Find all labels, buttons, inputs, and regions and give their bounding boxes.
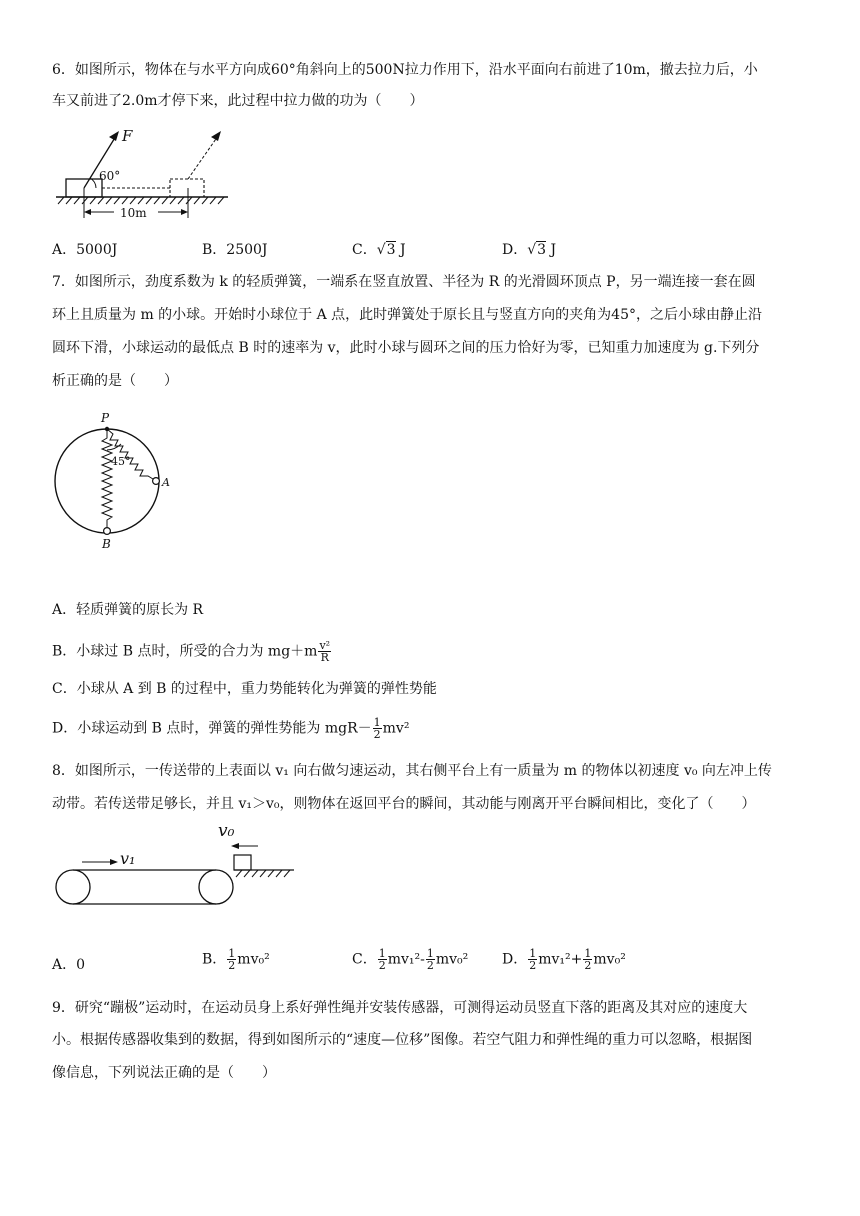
q8-option-c[interactable]: C． $\frac{1}{2}$ mv₁²- $\frac{1}{2}$ mv₀²	[352, 947, 469, 972]
q6-option-c[interactable]: C．√3 J	[352, 242, 406, 258]
q9-stem-line3: 像信息，下列说法正确的是（ ）	[52, 1065, 276, 1081]
q6-angle-label: 60°	[99, 169, 121, 183]
fraction: $\frac{1}{2}$	[584, 947, 592, 972]
q7-stem-line3: 圆环下滑，小球运动的最低点 B 时的速率为 v，此时小球与圆环之间的压力恰好为零，已知重力加速度为 g.下列分	[52, 340, 760, 356]
q6-block-moved	[170, 179, 204, 197]
q8-left-roller	[56, 870, 90, 904]
q9-stem-line2: 小。根据传感器收集到的数据，得到如图所示的“速度—位移”图像。若空气阻力和弹性绳的重力可以忽略，根据图	[52, 1032, 753, 1048]
q8-option-a[interactable]: A．0	[52, 957, 86, 973]
fraction: $\frac{\text{v²}}{R}$	[319, 639, 331, 664]
q8-option-b[interactable]: B． $\frac{1}{2}$ mv₀²	[202, 947, 270, 972]
q7-option-d[interactable]: D．小球运动到 B 点时，弹簧的弹性势能为 mgR－ $\frac{1}{2}$ mv²	[52, 716, 410, 741]
q8-option-d[interactable]: D． $\frac{1}{2}$ mv₁²+ $\frac{1}{2}$ mv₀²	[502, 947, 626, 972]
q8-stem-line1: 8．如图所示，一传送带的上表面以 v₁ 向右做匀速运动，其右侧平台上有一质量为 m 的物体以初速度 v₀ 向左冲上传	[52, 763, 772, 779]
q7-label-p: P	[101, 411, 110, 425]
q6-stem-line2: 车又前进了2.0m才停下来，此过程中拉力做的功为（ ）	[52, 93, 424, 109]
q6-option-a[interactable]: A．5000J	[52, 242, 118, 258]
q7-option-c[interactable]: C．小球从 A 到 B 的过程中，重力势能转化为弹簧的弹性势能	[52, 681, 437, 697]
q7-ball-a	[153, 478, 160, 485]
q7-angle-label: 45°	[111, 455, 131, 468]
q6-stem-line1: 6．如图所示，物体在与水平方向成60°角斜向上的500N拉力作用下，沿水平面向右前进了10m，撤去拉力后，小	[52, 62, 758, 78]
q8-figure	[52, 820, 302, 910]
q8-v1-label: v₁	[120, 849, 136, 868]
fraction: $\frac{1}{2}$	[426, 947, 434, 972]
q6-force-label: F	[122, 127, 133, 145]
q7-stem-line2: 环上且质量为 m 的小球。开始时小球位于 A 点，此时弹簧处于原长且与竖直方向的夹角为45°，之后小球由静止沿	[52, 307, 762, 323]
q7-option-b[interactable]: B．小球过 B 点时，所受的合力为 mg＋m $\frac{\text{v²}}{R}$	[52, 639, 331, 664]
q8-v0-label: v₀	[218, 821, 235, 841]
q6-distance-label: 10m	[120, 206, 147, 220]
q8-block	[234, 855, 251, 870]
q7-label-b: B	[102, 537, 111, 551]
q9-stem-line1: 9．研究“蹦极”运动时，在运动员身上系好弹性绳并安装传感器，可测得运动员竖直下落的距离及其对应的速度大	[52, 1000, 748, 1016]
q7-figure	[50, 404, 180, 554]
q7-ring	[55, 429, 159, 533]
sqrt-symbol: √	[527, 242, 537, 258]
q6-option-d[interactable]: D．√3 J	[502, 242, 557, 258]
fraction: $\frac{1}{2}$	[373, 716, 381, 741]
q8-right-roller	[199, 870, 233, 904]
q7-ball-b	[104, 528, 111, 535]
q7-option-a[interactable]: A．轻质弹簧的原长为 R	[52, 602, 204, 618]
q7-stem-line1: 7．如图所示，劲度系数为 k 的轻质弹簧，一端系在竖直放置、半径为 R 的光滑圆环顶点 P，另一端连接一套在圆	[52, 274, 756, 290]
sqrt-symbol: √	[376, 242, 386, 258]
fraction: $\frac{1}{2}$	[529, 947, 537, 972]
fraction: $\frac{1}{2}$	[378, 947, 386, 972]
q7-stem-line4: 析正确的是（ ）	[52, 373, 178, 389]
q6-option-b[interactable]: B．2500J	[202, 242, 268, 258]
q8-stem-line2: 动带。若传送带足够长，并且 v₁＞v₀，则物体在返回平台的瞬间，其动能与刚离开平台瞬间相比，变化了（ ）	[52, 796, 756, 812]
q7-label-a: A	[162, 476, 170, 489]
fraction: $\frac{1}{2}$	[228, 947, 236, 972]
q6-figure	[52, 126, 232, 218]
